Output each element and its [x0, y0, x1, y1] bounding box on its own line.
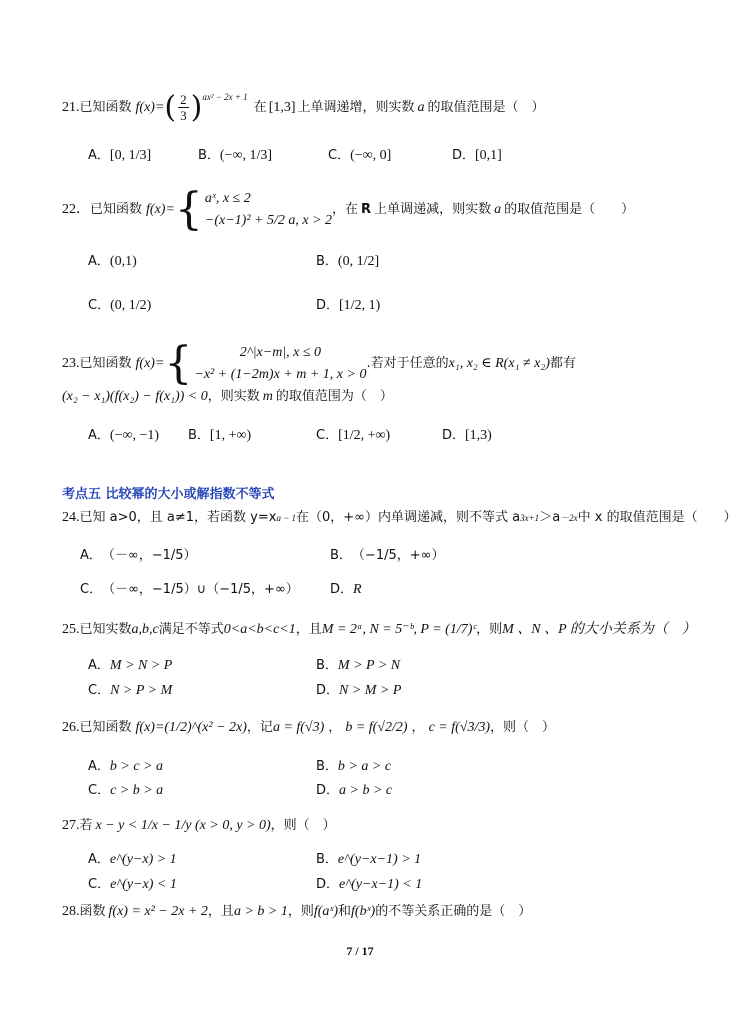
option-d[interactable]: D． R: [330, 582, 362, 597]
question-text: ，记: [246, 720, 273, 735]
condition: a > b > 1: [233, 904, 288, 919]
question-24: [62, 508, 737, 528]
question-text: 已知 a>0，且 a≠1，若函数 y=x: [79, 510, 277, 525]
question-26: 26. 已知函数 f(x)=(1/2)^(x² − 2x) ，记 a = f(√3) ， b = f(√2/2) ， c = f(√3/3) ，则（ ）: [62, 718, 680, 738]
option-a[interactable]: A． e^(y−x) > 1: [88, 852, 177, 867]
options-27-row1: [88, 850, 680, 870]
question-text: .若对于任意的: [366, 356, 449, 371]
page-number: 7 / 17: [346, 944, 374, 958]
question-text: ＞a: [539, 510, 561, 525]
variables: a,b,c: [131, 622, 159, 637]
options-26-row2: [88, 781, 680, 801]
condition: x₁, x₂ ∈ R(x₁ ≠ x₂): [448, 356, 550, 371]
question-number: 24.: [62, 510, 80, 525]
question-23-line2: [62, 387, 680, 407]
f-of-b: f(bˣ): [351, 904, 376, 919]
paren-open: (: [164, 89, 177, 125]
paren-close: ): [190, 89, 203, 125]
question-text: 满足不等式: [158, 622, 224, 637]
function-def: f(x)=: [135, 356, 165, 371]
option-c[interactable]: C． e^(y−x) < 1: [88, 877, 177, 892]
option-d[interactable]: D． N > M > P: [316, 683, 402, 698]
inequality: x − y < 1/x − 1/y (x > 0, y > 0): [95, 818, 271, 833]
options-25-row2: [88, 681, 680, 701]
option-c[interactable]: C． N > P > M: [88, 683, 173, 698]
option-b[interactable]: B． （−1/5，+∞）: [330, 548, 445, 563]
question-25: [62, 620, 696, 640]
option-a[interactable]: A． [0, 1/3]: [88, 148, 152, 163]
option-d[interactable]: D． [1/2, 1): [316, 298, 381, 313]
piece-2: −(x−1)² + 5/2 a, x > 2: [204, 213, 333, 228]
real-set: R: [361, 202, 372, 217]
fraction-denominator: 3: [180, 108, 187, 123]
question-number: 21.: [62, 99, 80, 115]
option-b[interactable]: B． e^(y−x−1) > 1: [316, 852, 422, 867]
question-text: 已知函数: [90, 202, 143, 217]
options-24-row1: [80, 546, 680, 566]
brace: {: [174, 184, 203, 235]
c-def: c = f(√3/3): [428, 720, 491, 735]
question-number: 28.: [62, 904, 80, 919]
option-a[interactable]: A． (0,1): [88, 254, 137, 269]
question-text: 上单调递减，则实数: [374, 202, 492, 217]
question-text: ，且: [295, 622, 322, 637]
fraction-numerator: 2: [180, 92, 187, 107]
question-21: [62, 89, 680, 125]
piece-2: −x² + (1−2m)x + m + 1, x > 0: [194, 367, 367, 382]
question-28: [62, 902, 680, 922]
exponent: a − 1: [276, 513, 297, 523]
function-def: f(x) = x² − 2x + 2: [108, 904, 208, 919]
variable: m: [262, 389, 273, 404]
question-number: 23.: [62, 356, 80, 371]
option-c[interactable]: C． c > b > a: [88, 783, 164, 798]
option-b[interactable]: B． (−∞, 1/3]: [198, 148, 273, 163]
question-text: 在（0，+∞）内单调递减，则不等式 a: [296, 510, 521, 525]
option-d[interactable]: D． e^(y−x−1) < 1: [316, 877, 423, 892]
piece-1: aˣ, x ≤ 2: [204, 191, 251, 206]
definitions: M = 2ᵃ, N = 5⁻ᵇ, P = (1/7)ᶜ: [321, 622, 477, 637]
inequality: 0<a<b<c<1: [223, 622, 296, 637]
b-def: b = f(√2/2): [345, 720, 408, 735]
piecewise: [205, 188, 332, 232]
question-text: 的取值范围为（ ）: [275, 389, 393, 404]
options-25-row1: [88, 656, 680, 676]
option-a[interactable]: A． M > N > P: [88, 658, 173, 673]
option-c[interactable]: C． (0, 1/2): [88, 298, 152, 313]
option-a[interactable]: A． （－∞，−1/5）: [80, 548, 197, 563]
question-text: 的取值范围是（ ）: [427, 99, 545, 115]
question-text: ，则（ ）: [270, 818, 336, 833]
options-24-row2: [80, 580, 680, 600]
question-text: ，且: [207, 904, 234, 919]
options-22-row1: [88, 252, 680, 272]
exponent: ax² − 2x + 1: [202, 91, 248, 102]
question-text: 在: [253, 99, 267, 115]
question-text: ，则实数: [207, 389, 260, 404]
question-text: 中 x 的取值范围是（ ）: [577, 510, 737, 525]
question-text: 已知函数: [79, 356, 132, 371]
a-def: a = f(√3): [272, 720, 325, 735]
question-number: 27.: [62, 818, 80, 833]
question-text: 上单调递增，则实数: [297, 99, 415, 115]
option-d[interactable]: D． [1,3): [442, 428, 492, 443]
exponent: 3x+1: [520, 513, 540, 523]
question-23: [62, 338, 680, 389]
option-b[interactable]: B． b > a > c: [316, 759, 392, 774]
question-text: 的不等关系正确的是（ ）: [375, 904, 532, 919]
function-def: f(x)=(1/2)^(x² − 2x): [135, 720, 247, 735]
option-d[interactable]: D． [0,1]: [452, 148, 502, 163]
question-text: 已知函数: [79, 99, 132, 115]
question-text: ，则（ ）: [490, 720, 556, 735]
option-c[interactable]: C． (−∞, 0]: [328, 148, 392, 163]
options-21: [88, 146, 680, 166]
brace: {: [164, 338, 193, 389]
question-text: 已知函数: [79, 720, 132, 735]
interval: [1,3]: [268, 99, 296, 115]
option-b[interactable]: B． M > P > N: [316, 658, 401, 673]
question-text: ，在: [332, 202, 359, 217]
option-c[interactable]: C． [1/2, +∞): [316, 428, 391, 443]
question-text: 已知实数: [79, 622, 132, 637]
piecewise: [194, 342, 366, 386]
question-text: 的取值范围是（ ）: [504, 202, 635, 217]
inequality: (x₂ − x₁)(f(x₂) − f(x₁)) < 0: [62, 389, 208, 404]
options-26-row1: [88, 757, 680, 777]
variable: a: [417, 99, 425, 115]
question-text: 函数: [79, 904, 106, 919]
options-23: [88, 426, 680, 446]
function-def: f(x)=: [146, 202, 175, 217]
question-27: [62, 816, 680, 836]
question-text: 若: [79, 818, 93, 833]
question-number: 22．: [62, 202, 90, 217]
options-27-row2: [88, 875, 680, 895]
piece-1: 2^|x−m|, x ≤ 0: [239, 345, 322, 360]
f-of-a: f(aˣ): [313, 904, 339, 919]
function-def: f(x)=: [135, 99, 165, 115]
option-b[interactable]: B． (0, 1/2]: [316, 254, 380, 269]
option-c[interactable]: C． （－∞，−1/5）∪（−1/5，+∞）: [80, 582, 299, 597]
section-title: 考点五 比较幂的大小或解指数不等式: [62, 487, 275, 502]
option-a[interactable]: A． (−∞, −1): [88, 428, 160, 443]
exponent: －2x: [560, 513, 578, 523]
question-22: [62, 184, 680, 235]
variable: a: [494, 202, 502, 217]
question-number: 26.: [62, 720, 80, 735]
question-text: 和: [338, 904, 352, 919]
fraction: [178, 92, 189, 123]
question-number: 25.: [62, 622, 80, 637]
option-b[interactable]: B． [1, +∞): [188, 428, 252, 443]
option-d[interactable]: D． a > b > c: [316, 783, 393, 798]
options-22-row2: [88, 296, 680, 316]
question-text: ，则: [287, 904, 314, 919]
option-a[interactable]: A． b > c > a: [88, 759, 164, 774]
question-text: ，则: [476, 622, 503, 637]
question-text: M 、N 、P 的大小关系为（ ）: [502, 622, 696, 637]
question-text: 都有: [549, 356, 576, 371]
